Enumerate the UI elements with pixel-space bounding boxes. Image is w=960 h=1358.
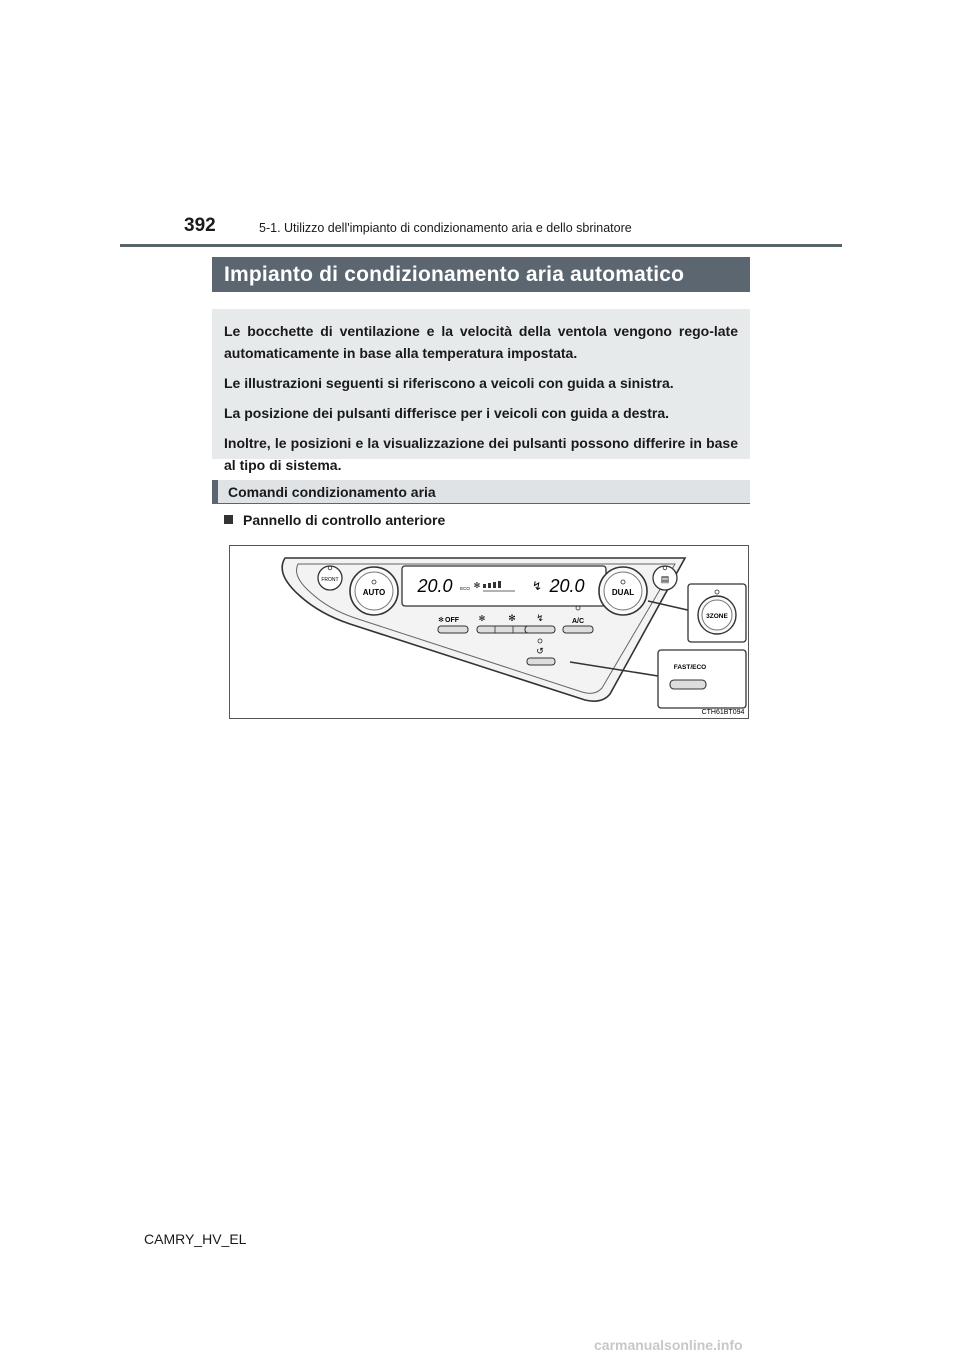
control-panel-illustration <box>230 546 748 718</box>
airflow-icon: ↯ <box>536 613 544 623</box>
ac-button[interactable] <box>563 626 593 633</box>
fast-eco-label: FAST/ECO <box>673 664 707 671</box>
front-defog-label: FRONT <box>321 577 339 583</box>
ac-label: A/C <box>571 618 585 625</box>
rear-defog-icon: ▤ <box>660 574 670 584</box>
eco-indicator: ECO <box>460 586 470 591</box>
intro-paragraph: Inoltre, le posizioni e la visualizzazione dei pulsanti possono differire in base al tipo di sistema. <box>224 435 738 473</box>
control-panel-figure <box>229 545 749 719</box>
section-title: Impianto di condizionamento aria automatico <box>212 257 750 292</box>
right-temperature: 20.0 <box>549 576 585 596</box>
chapter-title: 5-1. Utilizzo dell'impianto di condizionamento aria e dello sbrinatore <box>259 221 632 235</box>
fan-icon: ✻ <box>473 581 481 590</box>
intro-box <box>212 309 750 473</box>
fan-icon: ✻ <box>438 617 444 624</box>
intro-paragraph: Le bocchette di ventilazione e la velocità della ventola vengono rego-late automaticamente in base alla temperatura impostata. <box>224 323 738 361</box>
fan-low-icon: ✻ <box>478 614 486 623</box>
left-temperature: 20.0 <box>417 576 453 596</box>
fast-eco-button[interactable] <box>670 680 706 689</box>
recirculation-button[interactable] <box>527 658 555 665</box>
intro-paragraph: Le illustrazioni seguenti si riferiscono a veicoli con guida a sinistra. <box>224 375 674 391</box>
subsection-title: Comandi condizionamento aria <box>212 480 750 504</box>
fan-speed-button[interactable] <box>477 626 531 633</box>
intro-paragraph: La posizione dei pulsanti differisce per i veicoli con guida a destra. <box>224 405 669 421</box>
square-bullet-icon <box>224 515 233 524</box>
auto-label: AUTO <box>362 588 386 597</box>
page-number: 392 <box>184 215 216 236</box>
fan-off-button[interactable] <box>438 626 468 633</box>
bullet-heading <box>224 511 445 529</box>
airflow-mode-icon: ↯ <box>531 579 543 593</box>
fast-eco-callout-box <box>658 650 746 708</box>
fan-off-label: OFF <box>445 617 459 624</box>
footer-model-code: CAMRY_HV_EL <box>144 1231 247 1247</box>
3zone-label: 3ZONE <box>706 613 728 620</box>
recirculation-icon: ↺ <box>536 646 544 656</box>
airflow-button[interactable] <box>525 626 555 633</box>
dual-label: DUAL <box>611 588 635 597</box>
header-divider <box>120 244 842 247</box>
fan-high-icon: ✻ <box>508 613 516 623</box>
bullet-label: Pannello di controllo anteriore <box>243 512 446 528</box>
watermark: carmanualsonline.info <box>594 1337 743 1353</box>
figure-code: CTH61BT094 <box>701 709 745 716</box>
